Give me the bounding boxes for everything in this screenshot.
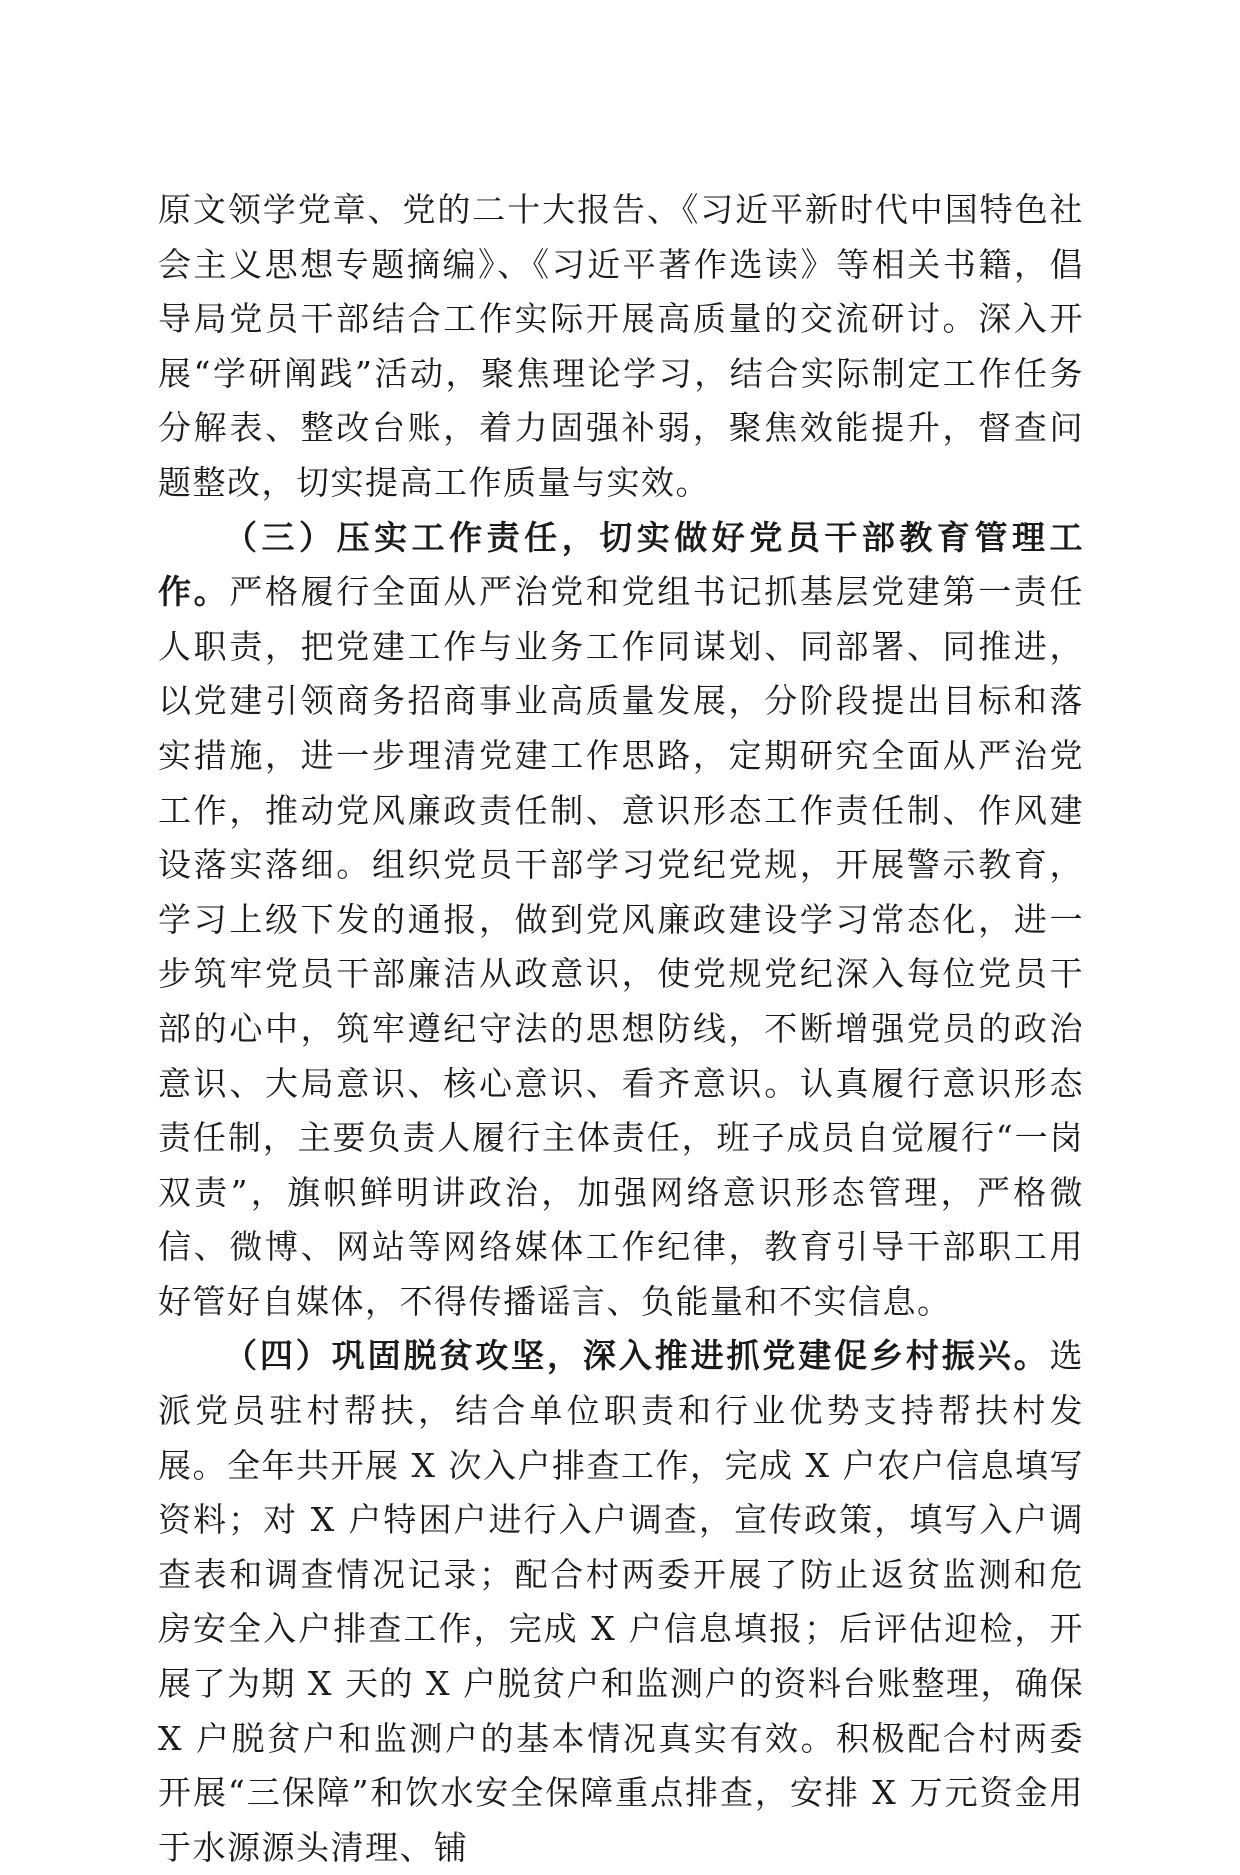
paragraph-continued [158,183,1084,511]
paragraph-text: 严格履行全面从严治党和党组书记抓基层党建第一责任人职责，把党建工作与业务工作同谋划、同部署、同推进，以党建引领商务招商事业高质量发展，分阶段提出目标和落实措施，进一步理清党建工作思路，定期研究全面从严治党工作，推动党风廉政责任制、意识形态工作责任制、作风建设落实落细。组织党员干部学习党纪党规，开展警示教育，学习上级下发的通报，做到党风廉政建设学习常态化，进一步筑牢党员干部廉洁从政意识，使党规党纪深入每位党员干部的心中，筑牢遵纪守法的思想防线，不断增强党员的政治意识、大局意识、核心意识、看齐意识。认真履行意识形态责任制，主要负责人履行主体责任，班子成员自觉履行“一岗双责”，旗帜鲜明讲政治，加强网络意识形态管理，严格微信、微博、网站等网络媒体工作纪律，教育引导干部职工用好管好自媒体，不得传播谣言、负能量和不实信息。 [158,572,1085,1321]
paragraph-section-3 [158,511,1084,1330]
paragraph-section-4 [158,1329,1084,1875]
paragraph-text: 原文领学党章、党的二十大报告、《习近平新时代中国特色社会主义思想专题摘编》、《习近平著作选读》等相关书籍，倡导局党员干部结合工作实际开展高质量的交流研讨。深入开展“学研阐践”活动，聚焦理论学习，结合实际制定工作任务分解表、整改台账，着力固强补弱，聚焦效能提升，督查问题整改，切实提高工作质量与实效。 [158,190,1084,502]
paragraph-text: 选派党员驻村帮扶，结合单位职责和行业优势支持帮扶村发展。全年共开展 X 次入户排查工作，完成 X 户农户信息填写资料；对 X 户特困户进行入户调查，宣传政策，填写入户调查表和调查情况记录；配合村两委开展了防止返贫监测和危房安全入户排查工作，完成 X 户信息填报；后评估迎检，开展了为期 X 天的 X 户脱贫户和监测户的资料台账整理，确保 X 户脱贫户和监测户的基本情况真实有效。积极配合村两委开展“三保障”和饮水安全保障重点排查，安排 X 万元资金用于水源源头清理、铺 [158,1336,1084,1867]
section-heading-3: （三）压实工作责任，切实做好党员干部教育管理工作。 [158,517,1084,612]
section-heading-4: （四）巩固脱贫攻坚，深入推进抓党建促乡村振兴。 [224,1336,1050,1376]
document-body [158,183,1084,1875]
